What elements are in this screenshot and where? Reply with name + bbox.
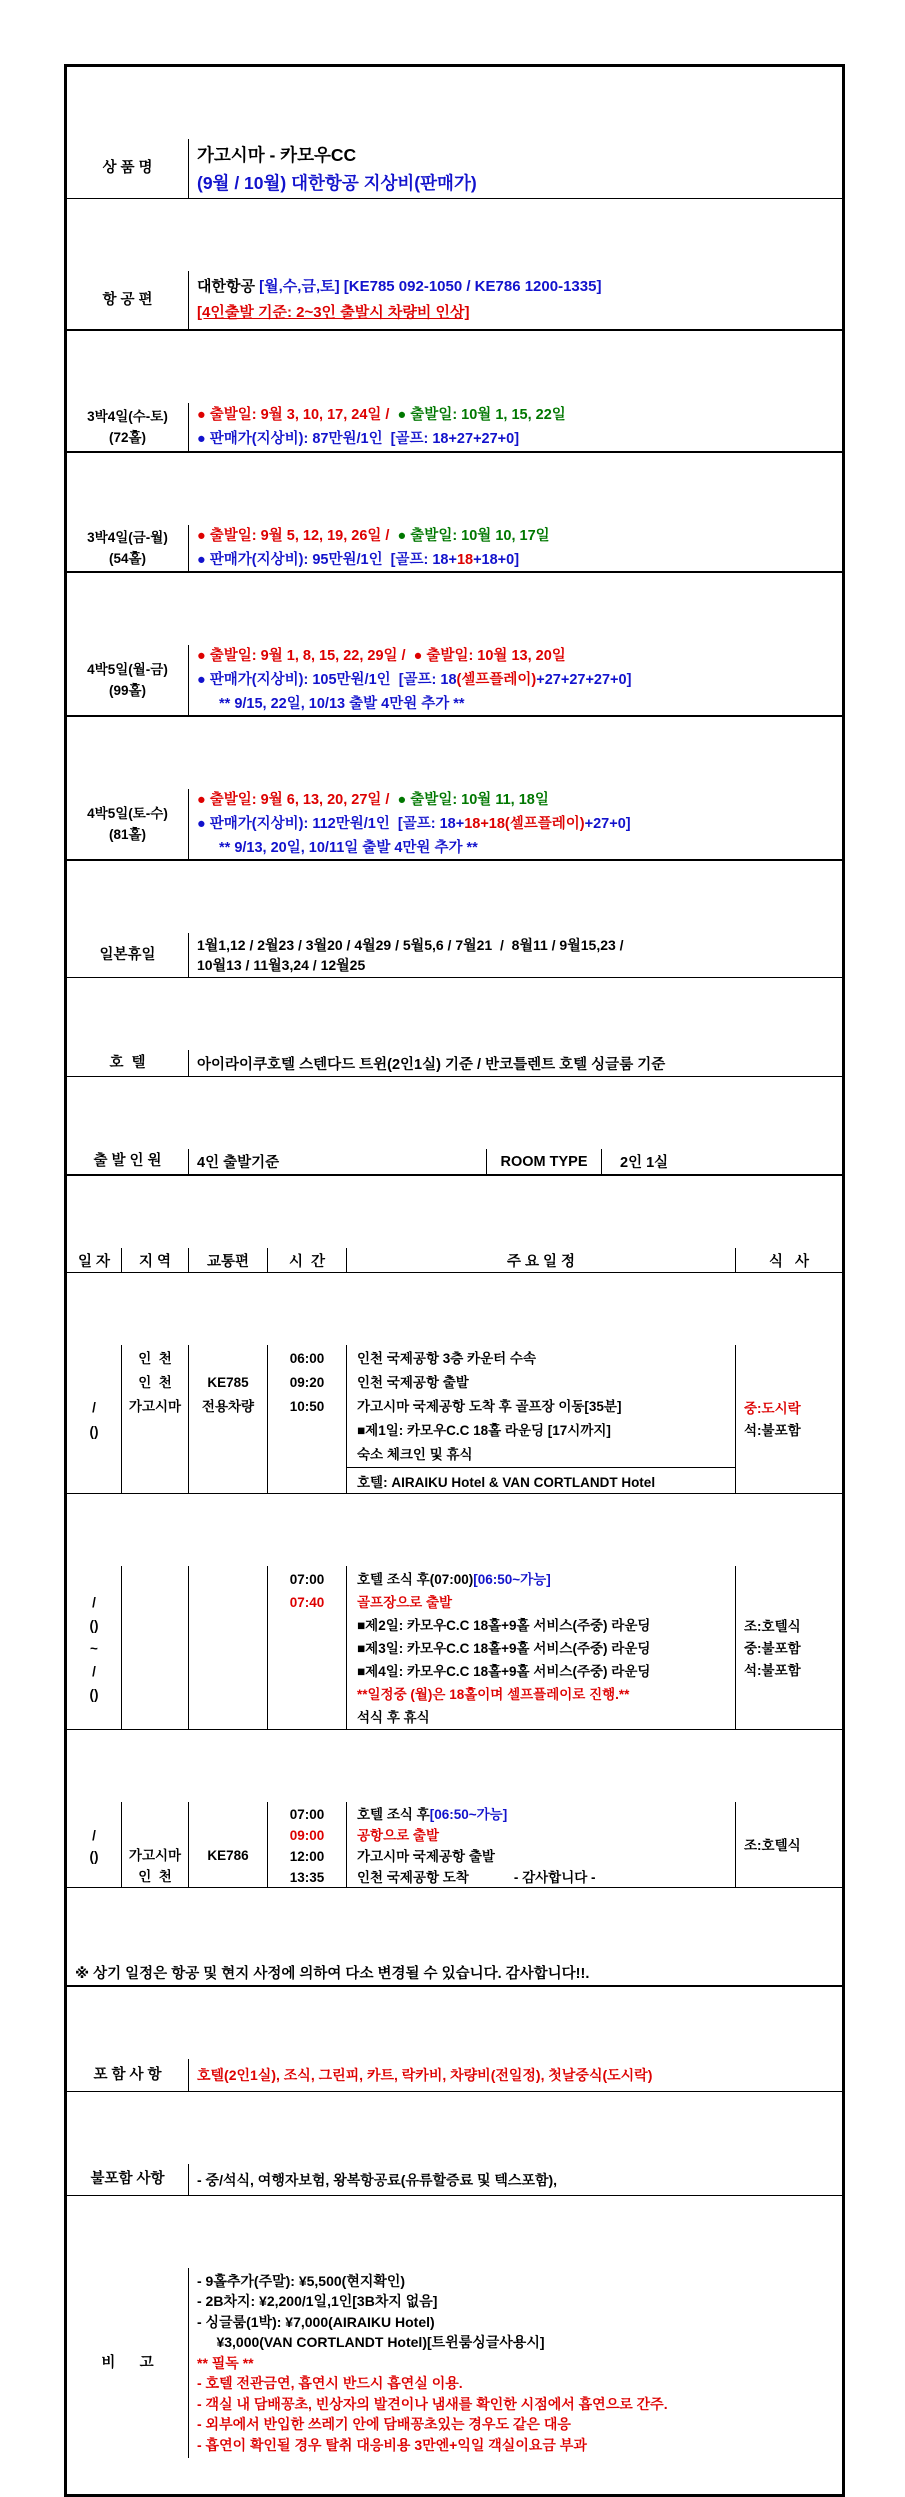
day2-transport-cell <box>189 1566 268 1729</box>
surcharge-text: ** 9/13, 20일, 10/11일 출발 4만원 추가 ** <box>219 840 478 856</box>
itinerary-item: 가고시마 국제공항 도착 후 골프장 이동[35분] <box>357 1399 622 1414</box>
date: / <box>92 1664 96 1679</box>
remark-line: - 싱글룸(1박): ¥7,000(AIRAIKU Hotel) <box>197 2313 435 2330</box>
hotel-row <box>67 1050 842 1077</box>
day3-meal-cell <box>736 1802 842 1887</box>
day3-date-cell <box>67 1802 122 1887</box>
package-1-departures <box>197 403 834 427</box>
day1-itinerary-cell <box>347 1345 736 1493</box>
weekday: () <box>89 1618 99 1633</box>
itinerary-item: 인천 국제공항 출발 <box>357 1375 469 1390</box>
september-dates: ● 출발일: 9월 6, 13, 20, 27일 / <box>197 792 398 808</box>
time: 07:00 <box>289 1572 325 1587</box>
day1-itinerary-lines <box>347 1345 735 1467</box>
package-4-departures <box>197 789 834 812</box>
pax-row <box>67 1149 842 1176</box>
surcharge-text: ** 9/15, 22일, 10/13 출발 4만원 추가 ** <box>219 696 465 712</box>
package-1-name <box>67 403 189 451</box>
meal-lunch: 중:도시락 <box>744 1401 801 1416</box>
itinerary-item: 골프장으로 출발 <box>357 1595 453 1610</box>
meal-breakfast: 조:호텔식 <box>744 1618 801 1634</box>
package-3-departures <box>197 645 834 668</box>
package-1-details <box>189 403 842 451</box>
package-3-holes: (99홀) <box>108 683 147 698</box>
breakfast-text: 호텔 조식 후(07:00) <box>357 1572 474 1587</box>
transport: 전용차량 <box>201 1399 255 1414</box>
day2-itinerary-lines <box>347 1566 735 1729</box>
holiday-line-2: 10월13 / 11월3,24 / 12월25 <box>197 957 366 973</box>
remark-line: - 2B차지: ¥2,200/1일,1인[3B차지 없음] <box>197 2293 438 2310</box>
remark-line: - 9홀추가(주말): ¥5,500(현지확인) <box>197 2272 406 2289</box>
date-range: ~ <box>90 1641 98 1656</box>
pax-value: 4인 출발기준 <box>189 1149 487 1174</box>
day3-region-cell <box>122 1802 189 1887</box>
day2-meal-cell <box>736 1566 842 1729</box>
header-region: 지 역 <box>122 1248 189 1272</box>
package-1-holes: (72홀) <box>108 430 147 445</box>
region: 인 천 <box>138 1375 172 1390</box>
hotel-text: 아이라이쿠호텔 스텐다드 트윈(2인1실) 기준 / 반코틀렌트 호텔 싱글룸 기준 <box>197 1056 666 1073</box>
day1-date: / <box>92 1400 96 1415</box>
itinerary-item: 인천 국제공항 도착 - 감사합니다 - <box>357 1870 596 1885</box>
breakfast-time-note: [06:50~가능] <box>473 1572 551 1587</box>
package-3-details <box>189 645 842 715</box>
package-4-holes: (81홀) <box>108 827 147 842</box>
package-3-name <box>67 645 189 715</box>
day3-transport-cell <box>189 1802 268 1887</box>
package-2-departures <box>197 525 834 548</box>
october-dates: ● 출발일: 10월 1, 15, 22일 <box>397 407 566 423</box>
holiday-line-1: 1월1,12 / 2월23 / 3월20 / 4월29 / 5월5,6 / 7월21 / 8월11 / 9월15,23 / <box>197 937 624 953</box>
schedule-header-row <box>67 1248 842 1273</box>
itinerary-item: 석식 후 휴식 <box>357 1710 430 1725</box>
region: 가고시마 <box>128 1848 182 1863</box>
package-4-duration: 4박5일(토-수) <box>87 806 168 821</box>
room-type-value: 2인 1실 <box>620 1155 669 1171</box>
october-dates: ● 출발일: 10월 11, 18일 <box>397 792 549 808</box>
package-3-duration: 4박5일(월-금) <box>87 662 168 677</box>
day3-itinerary-cell <box>347 1802 736 1887</box>
time: 07:00 <box>289 1807 325 1822</box>
itinerary-item: ■제4일: 카모우C.C 18홀+9홀 서비스(주중) 라운딩 <box>357 1664 651 1679</box>
exclude-row <box>67 2164 842 2196</box>
exclude-text: - 중/석식, 여행자보험, 왕복항공료(유류할증료 및 텍스포함), <box>197 2171 558 2188</box>
price-tail: +18+0] <box>473 552 520 568</box>
day2-date-cell <box>67 1566 122 1729</box>
region: 인 천 <box>138 1869 172 1884</box>
header-date: 일 자 <box>67 1248 122 1272</box>
flight-days: [월,수,금,토] <box>259 278 344 295</box>
day3-time-cell <box>268 1802 347 1887</box>
pax-label: 출 발 인 원 <box>67 1149 189 1174</box>
price-text: ● 판매가(지상비): 112만원/1인 [골프: 18+ <box>197 816 465 832</box>
remark-warning: - 외부에서 반입한 쓰레기 안에 담배꽁초있는 경우도 같은 대응 <box>197 2416 571 2433</box>
day3-itinerary-lines <box>347 1802 735 1887</box>
package-row-1 <box>67 403 842 453</box>
time: 09:00 <box>289 1828 325 1843</box>
september-dates: ● 출발일: 9월 5, 12, 19, 26일 / <box>197 528 398 544</box>
flight-info-line <box>197 274 834 300</box>
schedule-day2-row <box>67 1566 842 1730</box>
october-dates: ● 출발일: 10월 13, 20일 <box>413 648 566 664</box>
itinerary-item: ■제2일: 카모우C.C 18홀+9홀 서비스(주중) 라운딩 <box>357 1618 651 1633</box>
itinerary-note: **일정중 (월)은 18홀이며 셀프플레이로 진행.** <box>357 1687 630 1702</box>
holiday-row <box>67 933 842 978</box>
remark-warning: - 흡연이 확인될 경우 탈취 대응비용 3만엔+익일 객실이요금 부과 <box>197 2436 587 2453</box>
package-4-name <box>67 789 189 859</box>
remarks-content <box>189 2268 842 2458</box>
remark-warning: - 호텔 전관금연, 흡연시 반드시 흡연실 이용. <box>197 2375 463 2392</box>
itinerary-item: 공항으로 출발 <box>357 1828 439 1843</box>
package-row-2 <box>67 525 842 573</box>
time: 06:00 <box>289 1351 325 1366</box>
itinerary-item <box>357 1568 735 1591</box>
september-dates: ● 출발일: 9월 1, 8, 15, 22, 29일 / <box>197 648 414 664</box>
flight-content <box>189 271 842 329</box>
flight-notice-line <box>197 300 834 326</box>
breakfast-text: 호텔 조식 후 <box>357 1807 430 1822</box>
package-1-price <box>197 427 834 451</box>
product-label: 상 품 명 <box>67 139 189 198</box>
price-text: ● 판매가(지상비): 105만원/1인 [골프: 18 <box>197 672 457 688</box>
time: 12:00 <box>289 1849 325 1864</box>
header-itinerary: 주 요 일 정 <box>347 1248 736 1272</box>
weekday: () <box>89 1848 99 1864</box>
schedule-note: ※ 상기 일정은 항공 및 현지 사정에 의하여 다소 변경될 수 있습니다. 감사합니다!!. <box>75 1966 590 1982</box>
itinerary-item <box>357 1804 735 1825</box>
flight-row <box>67 271 842 331</box>
package-4-surcharge <box>197 836 834 859</box>
product-row <box>67 139 842 199</box>
itinerary-item: ■제1일: 카모우C.C 18홀 라운딩 [17시까지] <box>357 1423 611 1438</box>
itinerary-item: ■제3일: 카모우C.C 18홀+9홀 서비스(주중) 라운딩 <box>357 1641 651 1656</box>
holiday-label: 일본휴일 <box>67 933 189 977</box>
flight-label: 항 공 편 <box>67 271 189 329</box>
transport: KE785 <box>207 1375 249 1390</box>
remark-warning: - 객실 내 담배꽁초, 빈상자의 발견이나 냄새를 확인한 시점에서 흡연으로 간주. <box>197 2395 668 2412</box>
package-2-duration: 3박4일(금-월) <box>87 530 168 545</box>
price-highlight: (셀프플레이) <box>456 672 537 688</box>
product-subtitle: (9월 / 10월) 대한항공 지상비(판매가) <box>197 172 477 193</box>
itinerary-item: 인천 국제공항 3층 카운터 수속 <box>357 1351 537 1366</box>
transport: KE786 <box>207 1848 249 1864</box>
schedule-day1-row <box>67 1345 842 1494</box>
hotel-label: 호 텔 <box>67 1050 189 1076</box>
package-2-holes: (54홀) <box>108 551 147 566</box>
package-row-3 <box>67 645 842 717</box>
day1-hotel-line: 호텔: AIRAIKU Hotel & VAN CORTLANDT Hotel <box>347 1467 735 1493</box>
breakfast-time-note: [06:50~가능] <box>429 1807 508 1822</box>
price-text: ● 판매가(지상비): 95만원/1인 [골프: 18+ <box>197 552 457 568</box>
package-4-details <box>189 789 842 859</box>
day1-meal-cell <box>736 1345 842 1493</box>
package-2-name <box>67 525 189 571</box>
include-label: 포 함 사 항 <box>67 2059 189 2091</box>
day1-time-cell <box>268 1345 347 1493</box>
product-title: 가고시마 - 카모우CC <box>197 144 357 165</box>
time: 10:50 <box>289 1399 325 1414</box>
date: / <box>92 1827 96 1843</box>
schedule-note-row <box>67 1960 842 1987</box>
flight-notice: [4인출발 기준: 2~3인 출발시 차량비 인상] <box>197 304 470 321</box>
price-highlight: 18 <box>456 552 474 568</box>
meal-dinner: 석:불포함 <box>744 1423 801 1438</box>
package-row-4 <box>67 789 842 861</box>
price-tail: +27+27+27+0] <box>536 672 632 688</box>
room-type-label: ROOM TYPE <box>487 1149 602 1174</box>
october-dates: ● 출발일: 10월 10, 17일 <box>397 528 550 544</box>
exclude-label: 불포함 사항 <box>67 2164 189 2195</box>
hotel-content <box>189 1050 842 1076</box>
package-2-details <box>189 525 842 571</box>
day1-region-cell <box>122 1345 189 1493</box>
september-dates: ● 출발일: 9월 3, 10, 17, 24일 / <box>197 407 398 423</box>
time: 13:35 <box>289 1870 325 1885</box>
price-text: ● 판매가(지상비): 87만원/1인 [골프: 18+27+27+0] <box>197 431 520 447</box>
meal-dinner: 석:불포함 <box>744 1662 801 1678</box>
package-1-duration: 3박4일(수-토) <box>87 409 168 424</box>
remark-line: ¥3,000(VAN CORTLANDT Hotel)[트윈룸싱글사용시] <box>197 2334 545 2351</box>
include-row <box>67 2059 842 2092</box>
day1-weekday: () <box>89 1424 99 1439</box>
header-time: 시 간 <box>268 1248 347 1272</box>
itinerary-item: 가고시마 국제공항 출발 <box>357 1849 495 1864</box>
time: 09:20 <box>289 1375 325 1390</box>
time: 07:40 <box>289 1595 325 1610</box>
package-3-surcharge <box>197 692 834 715</box>
header-meal: 식 사 <box>768 1253 810 1270</box>
date: / <box>92 1595 96 1610</box>
region: 가고시마 <box>128 1399 182 1414</box>
header-transport: 교통편 <box>189 1248 268 1272</box>
package-3-price <box>197 668 834 692</box>
include-content <box>189 2059 842 2091</box>
price-highlight: 18+18(셀프플레이) <box>464 816 585 832</box>
remarks-row <box>67 2268 842 2458</box>
meal-breakfast: 조:호텔식 <box>744 1837 801 1853</box>
day2-region-cell <box>122 1566 189 1729</box>
include-text: 호텔(2인1실), 조식, 그린피, 카트, 락카비, 차량비(전일정), 첫날중식(도시락) <box>197 2067 653 2083</box>
price-tail: +27+0] <box>584 816 631 832</box>
region: 인 천 <box>138 1351 172 1366</box>
package-4-price <box>197 812 834 836</box>
exclude-content <box>189 2164 842 2195</box>
day1-date-cell <box>67 1345 122 1493</box>
itinerary-document <box>64 64 845 2497</box>
schedule-day3-row <box>67 1802 842 1888</box>
product-content <box>189 139 842 198</box>
remarks-label: 비 고 <box>67 2268 189 2458</box>
itinerary-item: 숙소 체크인 및 휴식 <box>357 1447 473 1462</box>
day2-itinerary-cell <box>347 1566 736 1729</box>
flight-codes: [KE785 092-1050 / KE786 1200-1335] <box>343 278 602 295</box>
day2-time-cell <box>268 1566 347 1729</box>
remark-warning-title: ** 필독 ** <box>197 2354 254 2371</box>
day1-transport-cell <box>189 1345 268 1493</box>
flight-carrier: 대한항공 <box>197 278 260 295</box>
package-2-price <box>197 548 834 571</box>
weekday: () <box>89 1687 99 1702</box>
holiday-content <box>189 933 842 977</box>
meal-lunch: 중:불포함 <box>744 1640 801 1656</box>
